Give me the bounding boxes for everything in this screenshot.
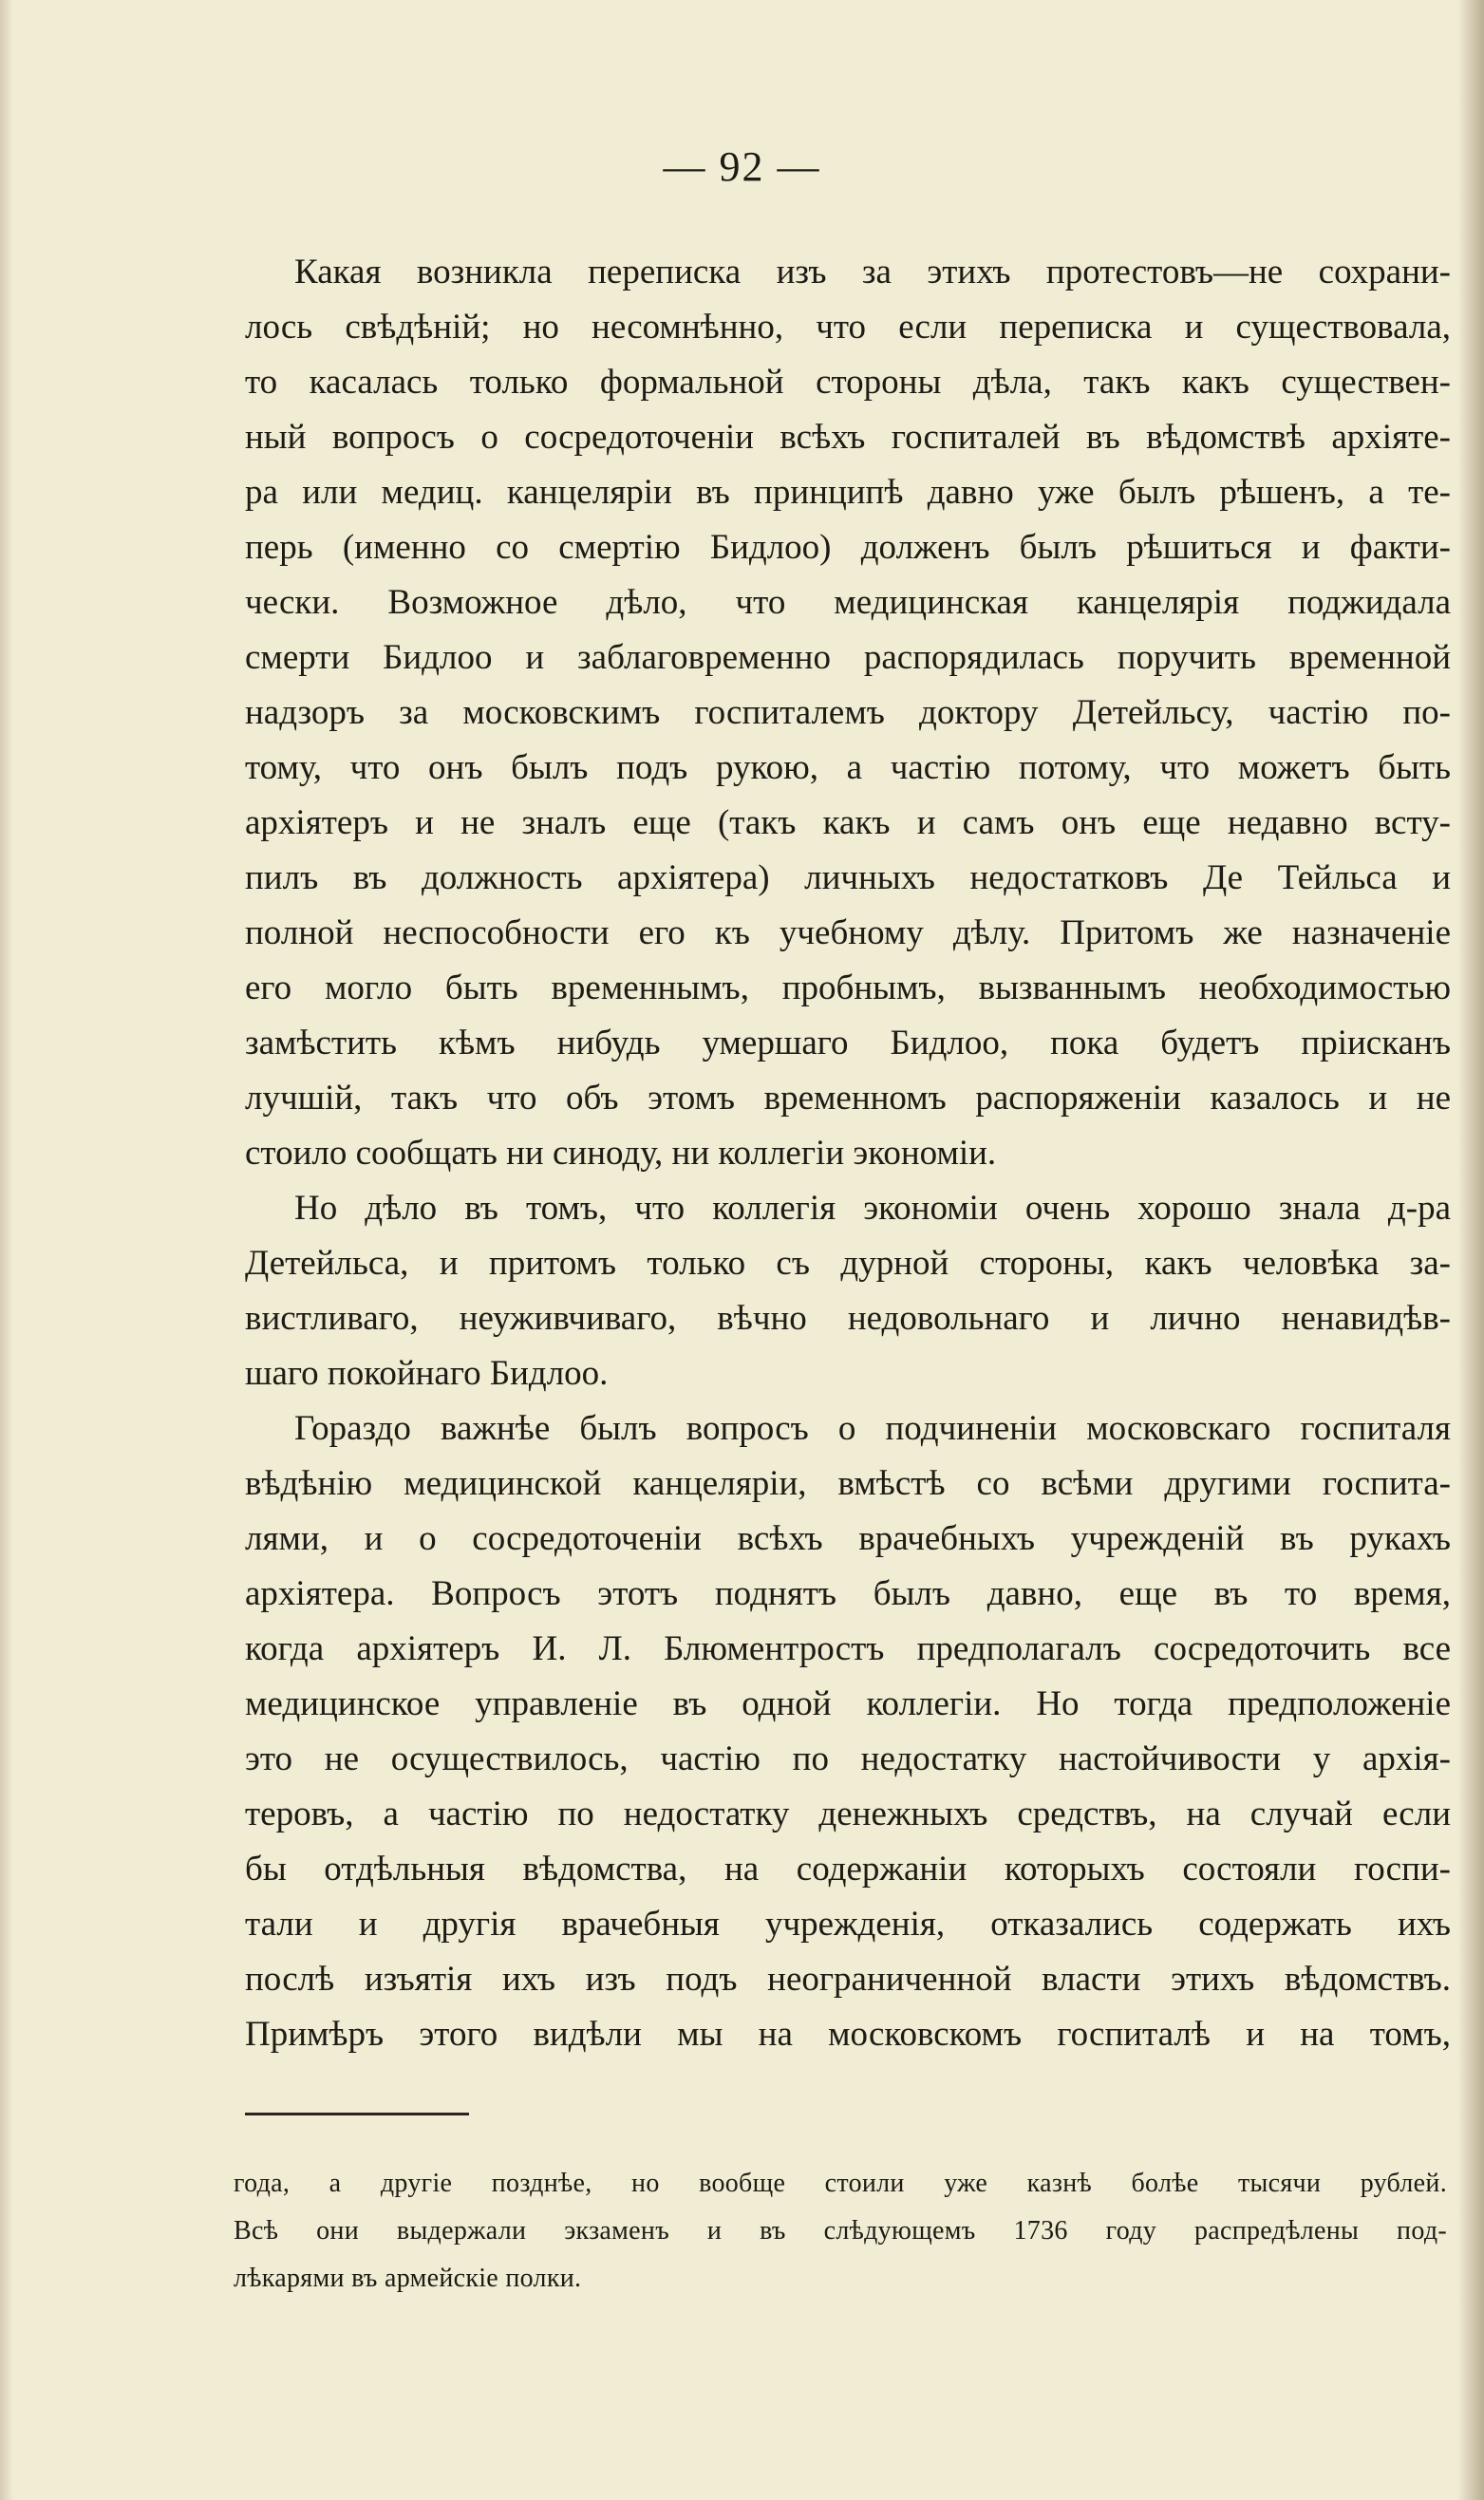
- text-line: Но дѣло въ томъ, что коллегія экономіи очень хорошо знала д-ра: [294, 1189, 1451, 1228]
- main-text: [245, 245, 1451, 2062]
- page-number: — 92 —: [663, 143, 821, 190]
- text-line: тали и другія врачебныя учрежденія, отказались содержать ихъ: [245, 1905, 1451, 1944]
- text-line: лями, и о сосредоточеніи всѣхъ врачебныхъ учрежденій въ рукахъ: [245, 1519, 1451, 1558]
- text-line: лучшій, такъ что объ этомъ временномъ распоряженіи казалось и не: [245, 1079, 1451, 1118]
- footnote-divider: [245, 2113, 469, 2115]
- text-line: тому, что онъ былъ подъ рукою, а частію потому, что можетъ быть: [245, 748, 1451, 787]
- text-line: полной неспособности его къ учебному дѣлу. Притомъ же назначеніе: [245, 913, 1451, 952]
- text-line: замѣстить кѣмъ нибудь умершаго Бидлоо, пока будетъ пріисканъ: [245, 1024, 1451, 1062]
- text-line: вистливаго, неуживчиваго, вѣчно недовольнаго и лично ненавидѣв-: [245, 1299, 1451, 1338]
- text-line: перь (именно со смертію Бидлоо) долженъ былъ рѣшиться и факти-: [245, 528, 1451, 567]
- footnote-line: Всѣ они выдержали экзаменъ и въ слѣдующемъ 1736 году распредѣлены под-: [234, 2216, 1447, 2246]
- text-line: архіятера. Вопросъ этотъ поднятъ былъ давно, еще въ то время,: [245, 1574, 1451, 1613]
- text-line: лось свѣдѣній; но несомнѣнно, что если переписка и существовала,: [245, 308, 1451, 347]
- footnote-line: лѣкарями въ армейскіе полки.: [234, 2264, 582, 2293]
- text-line: бы отдѣльныя вѣдомства, на содержаніи которыхъ состояли госпи-: [245, 1850, 1451, 1889]
- text-line: вѣдѣнію медицинской канцеляріи, вмѣстѣ со всѣми другими госпита-: [245, 1464, 1451, 1503]
- footnote-line: года, а другіе позднѣе, но вообще стоили уже казнѣ болѣе тысячи рублей.: [234, 2169, 1447, 2198]
- text-line: его могло быть временнымъ, пробнымъ, вызваннымъ необходимостью: [245, 968, 1451, 1007]
- text-line: шаго покойнаго Бидлоо.: [245, 1354, 609, 1393]
- text-line: это не осуществилось, частію по недостатку настойчивости у архія-: [245, 1739, 1451, 1778]
- text-line: Гораздо важнѣе былъ вопросъ о подчиненіи московскаго госпиталя: [294, 1409, 1451, 1448]
- text-line: Какая возникла переписка изъ за этихъ протестовъ—не сохрани-: [294, 253, 1451, 291]
- page-left-shadow: [0, 0, 13, 2500]
- footnote: [234, 2160, 1447, 2303]
- text-line: ра или медиц. канцеляріи въ принципѣ давно уже былъ рѣшенъ, а те-: [245, 473, 1451, 512]
- text-line: Примѣръ этого видѣли мы на московскомъ госпиталѣ и на томъ,: [245, 2015, 1451, 2054]
- text-line: стоило сообщать ни синоду, ни коллегіи экономіи.: [245, 1134, 997, 1173]
- text-line: чески. Возможное дѣло, что медицинская канцелярія поджидала: [245, 583, 1451, 622]
- text-line: архіятеръ и не зналъ еще (такъ какъ и самъ онъ еще недавно всту-: [245, 803, 1451, 842]
- text-line: смерти Бидлоо и заблаговременно распорядилась поручить временной: [245, 638, 1451, 677]
- text-line: Детейльса, и притомъ только съ дурной стороны, какъ человѣка за-: [245, 1244, 1451, 1283]
- text-line: ный вопросъ о сосредоточеніи всѣхъ госпиталей въ вѣдомствѣ архіяте-: [245, 418, 1451, 457]
- text-line: послѣ изъятія ихъ изъ подъ неограниченной власти этихъ вѣдомствъ.: [245, 1960, 1451, 1999]
- text-line: пилъ въ должность архіятера) личныхъ недостатковъ Де Тейльса и: [245, 858, 1451, 897]
- text-line: то касалась только формальной стороны дѣла, такъ какъ существен-: [245, 363, 1451, 402]
- page-right-shadow: [1457, 0, 1484, 2500]
- text-line: теровъ, а частію по недостатку денежныхъ средствъ, на случай если: [245, 1795, 1451, 1833]
- text-line: надзоръ за московскимъ госпиталемъ доктору Детейльсу, частію по-: [245, 693, 1451, 732]
- text-line: медицинское управленіе въ одной коллегіи. Но тогда предположеніе: [245, 1684, 1451, 1723]
- text-line: когда архіятеръ И. Л. Блюментростъ предполагалъ сосредоточить все: [245, 1629, 1451, 1668]
